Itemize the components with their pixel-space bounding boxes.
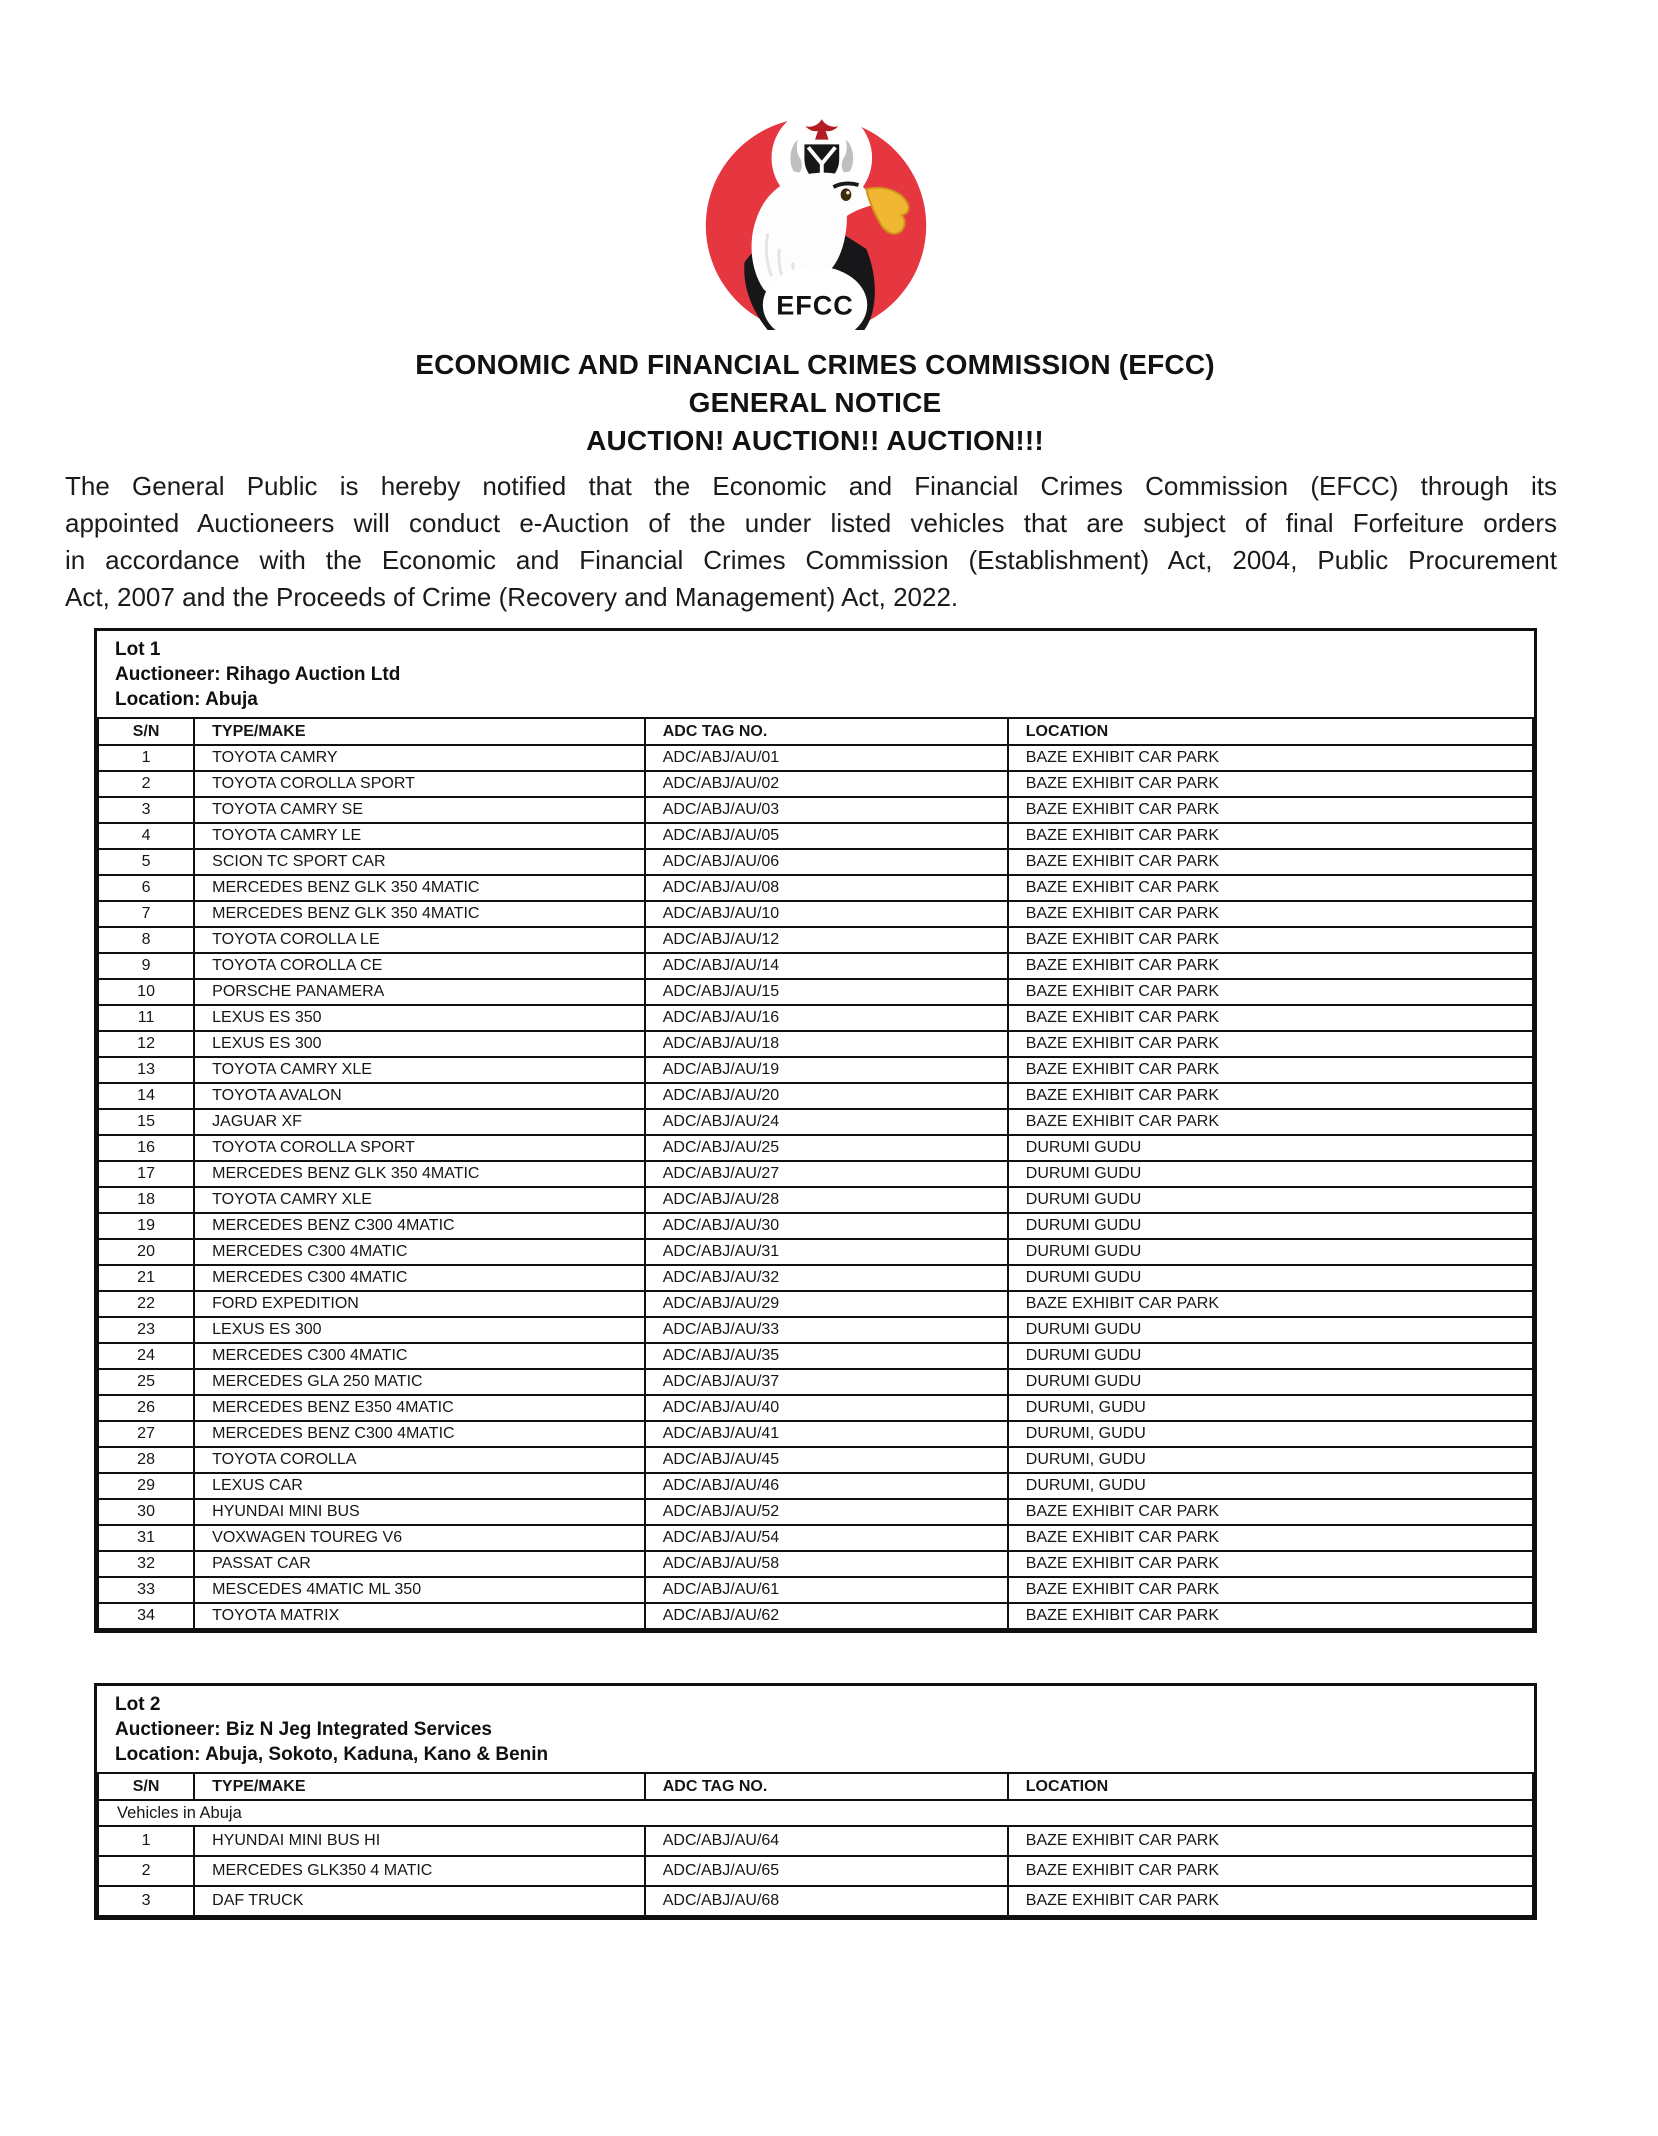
table-row	[98, 1187, 1533, 1213]
sn-cell: 3	[98, 797, 194, 823]
sn-cell: 31	[98, 1525, 194, 1551]
sn-cell: 19	[98, 1213, 194, 1239]
efcc-eagle-emblem	[700, 88, 932, 342]
column-header-adc-tag: ADC TAG NO.	[645, 718, 1008, 745]
table-row	[98, 1057, 1533, 1083]
table-row	[98, 1603, 1533, 1629]
adc-tag-cell: ADC/ABJ/AU/10	[645, 901, 1008, 927]
column-header-sn: S/N	[98, 718, 194, 745]
type-make-cell: TOYOTA COROLLA	[194, 1447, 645, 1473]
type-make-cell: LEXUS CAR	[194, 1473, 645, 1499]
location-cell: DURUMI GUDU	[1008, 1187, 1533, 1213]
lot-auctioneer: Auctioneer: Rihago Auction Ltd	[115, 664, 401, 685]
location-cell: DURUMI, GUDU	[1008, 1473, 1533, 1499]
location-cell: BAZE EXHIBIT CAR PARK	[1008, 1886, 1533, 1916]
location-cell: BAZE EXHIBIT CAR PARK	[1008, 901, 1533, 927]
type-make-cell: TOYOTA MATRIX	[194, 1603, 645, 1629]
sn-cell: 27	[98, 1421, 194, 1447]
type-make-cell: TOYOTA CAMRY XLE	[194, 1057, 645, 1083]
type-make-cell: TOYOTA CAMRY LE	[194, 823, 645, 849]
auction-title: AUCTION! AUCTION!! AUCTION!!!	[586, 425, 1044, 456]
type-make-cell: MESCEDES 4MATIC ML 350	[194, 1577, 645, 1603]
sn-cell: 12	[98, 1031, 194, 1057]
adc-tag-cell: ADC/ABJ/AU/08	[645, 875, 1008, 901]
adc-tag-cell: ADC/ABJ/AU/28	[645, 1187, 1008, 1213]
table-row	[98, 1291, 1533, 1317]
adc-tag-cell: ADC/ABJ/AU/61	[645, 1577, 1008, 1603]
location-cell: DURUMI, GUDU	[1008, 1447, 1533, 1473]
type-make-cell: MERCEDES BENZ GLK 350 4MATIC	[194, 901, 645, 927]
table-row	[98, 953, 1533, 979]
table-row	[98, 1239, 1533, 1265]
location-cell: BAZE EXHIBIT CAR PARK	[1008, 849, 1533, 875]
adc-tag-cell: ADC/ABJ/AU/03	[645, 797, 1008, 823]
sn-cell: 16	[98, 1135, 194, 1161]
general-notice-title: GENERAL NOTICE	[688, 387, 942, 418]
location-cell: BAZE EXHIBIT CAR PARK	[1008, 1057, 1533, 1083]
type-make-cell: MERCEDES C300 4MATIC	[194, 1265, 645, 1291]
sn-cell: 2	[98, 771, 194, 797]
sn-cell: 30	[98, 1499, 194, 1525]
sn-cell: 24	[98, 1343, 194, 1369]
table-row	[98, 1421, 1533, 1447]
adc-tag-cell: ADC/ABJ/AU/24	[645, 1109, 1008, 1135]
location-cell: BAZE EXHIBIT CAR PARK	[1008, 1525, 1533, 1551]
location-cell: BAZE EXHIBIT CAR PARK	[1008, 745, 1533, 771]
type-make-cell: MERCEDES BENZ GLK 350 4MATIC	[194, 1161, 645, 1187]
type-make-cell: TOYOTA CAMRY SE	[194, 797, 645, 823]
table-row	[98, 1886, 1533, 1916]
lot-1-header	[97, 631, 1534, 717]
adc-tag-cell: ADC/ABJ/AU/29	[645, 1291, 1008, 1317]
location-cell: DURUMI GUDU	[1008, 1265, 1533, 1291]
lot-1-section	[94, 628, 1537, 1633]
intro-line-4: Act, 2007 and the Proceeds of Crime (Recovery and Management) Act, 2022.	[65, 582, 959, 612]
sn-cell: 26	[98, 1395, 194, 1421]
type-make-cell: DAF TRUCK	[194, 1886, 645, 1916]
adc-tag-cell: ADC/ABJ/AU/31	[645, 1239, 1008, 1265]
location-cell: BAZE EXHIBIT CAR PARK	[1008, 927, 1533, 953]
type-make-cell: HYUNDAI MINI BUS	[194, 1499, 645, 1525]
lot-2-header	[97, 1686, 1534, 1772]
notice-page	[0, 88, 1658, 2136]
lot-title: Lot 1	[115, 639, 161, 660]
type-make-cell: PORSCHE PANAMERA	[194, 979, 645, 1005]
type-make-cell: TOYOTA COROLLA LE	[194, 927, 645, 953]
location-cell: BAZE EXHIBIT CAR PARK	[1008, 1603, 1533, 1629]
adc-tag-cell: ADC/ABJ/AU/15	[645, 979, 1008, 1005]
location-cell: BAZE EXHIBIT CAR PARK	[1008, 823, 1533, 849]
type-make-cell: TOYOTA COROLLA CE	[194, 953, 645, 979]
adc-tag-cell: ADC/ABJ/AU/52	[645, 1499, 1008, 1525]
type-make-cell: MERCEDES GLK350 4 MATIC	[194, 1856, 645, 1886]
table-row	[98, 771, 1533, 797]
table-row	[98, 1135, 1533, 1161]
location-cell: DURUMI GUDU	[1008, 1369, 1533, 1395]
lot-location: Location: Abuja	[115, 689, 258, 710]
sn-cell: 9	[98, 953, 194, 979]
location-cell: DURUMI GUDU	[1008, 1317, 1533, 1343]
sn-cell: 17	[98, 1161, 194, 1187]
sn-cell: 15	[98, 1109, 194, 1135]
lot-location: Location: Abuja, Sokoto, Kaduna, Kano & Benin	[115, 1744, 549, 1765]
adc-tag-cell: ADC/ABJ/AU/40	[645, 1395, 1008, 1421]
adc-tag-cell: ADC/ABJ/AU/58	[645, 1551, 1008, 1577]
type-make-cell: LEXUS ES 300	[194, 1317, 645, 1343]
adc-tag-cell: ADC/ABJ/AU/41	[645, 1421, 1008, 1447]
table-row	[98, 1856, 1533, 1886]
location-cell: BAZE EXHIBIT CAR PARK	[1008, 771, 1533, 797]
sn-cell: 4	[98, 823, 194, 849]
adc-tag-cell: ADC/ABJ/AU/46	[645, 1473, 1008, 1499]
adc-tag-cell: ADC/ABJ/AU/27	[645, 1161, 1008, 1187]
sn-cell: 21	[98, 1265, 194, 1291]
location-cell: BAZE EXHIBIT CAR PARK	[1008, 1083, 1533, 1109]
column-header-location: LOCATION	[1008, 718, 1533, 745]
sn-cell: 29	[98, 1473, 194, 1499]
table-row	[98, 1265, 1533, 1291]
header-titles	[65, 346, 1565, 460]
sn-cell: 22	[98, 1291, 194, 1317]
table-row	[98, 1473, 1533, 1499]
table-row	[98, 797, 1533, 823]
table-row	[98, 1161, 1533, 1187]
adc-tag-cell: ADC/ABJ/AU/02	[645, 771, 1008, 797]
lot-2-section	[94, 1683, 1537, 1920]
type-make-cell: HYUNDAI MINI BUS HI	[194, 1826, 645, 1856]
adc-tag-cell: ADC/ABJ/AU/25	[645, 1135, 1008, 1161]
intro-line-3: in accordance with the Economic and Financial Crimes Commission (Establishment) Act, 2004, Public Procurement	[65, 545, 1557, 575]
type-make-cell: MERCEDES GLA 250 MATIC	[194, 1369, 645, 1395]
efcc-logo-text: EFCC	[776, 290, 854, 321]
table-row	[98, 823, 1533, 849]
lot-1-vehicles-table	[97, 717, 1534, 1630]
table-row	[98, 875, 1533, 901]
table-row	[98, 1317, 1533, 1343]
location-cell: BAZE EXHIBIT CAR PARK	[1008, 1291, 1533, 1317]
type-make-cell: MERCEDES C300 4MATIC	[194, 1239, 645, 1265]
adc-tag-cell: ADC/ABJ/AU/14	[645, 953, 1008, 979]
type-make-cell: LEXUS ES 350	[194, 1005, 645, 1031]
location-cell: DURUMI GUDU	[1008, 1213, 1533, 1239]
type-make-cell: MERCEDES BENZ C300 4MATIC	[194, 1421, 645, 1447]
table-row	[98, 979, 1533, 1005]
table-header-row	[98, 718, 1533, 745]
location-cell: BAZE EXHIBIT CAR PARK	[1008, 1005, 1533, 1031]
adc-tag-cell: ADC/ABJ/AU/12	[645, 927, 1008, 953]
location-cell: BAZE EXHIBIT CAR PARK	[1008, 797, 1533, 823]
sn-cell: 20	[98, 1239, 194, 1265]
section-label: Vehicles in Abuja	[98, 1800, 1533, 1826]
table-row	[98, 745, 1533, 771]
table-header-row	[98, 1773, 1533, 1800]
sn-cell: 10	[98, 979, 194, 1005]
adc-tag-cell: ADC/ABJ/AU/54	[645, 1525, 1008, 1551]
adc-tag-cell: ADC/ABJ/AU/64	[645, 1826, 1008, 1856]
type-make-cell: TOYOTA CAMRY	[194, 745, 645, 771]
type-make-cell: JAGUAR XF	[194, 1109, 645, 1135]
column-header-sn: S/N	[98, 1773, 194, 1800]
sn-cell: 3	[98, 1886, 194, 1916]
location-cell: BAZE EXHIBIT CAR PARK	[1008, 979, 1533, 1005]
type-make-cell: LEXUS ES 300	[194, 1031, 645, 1057]
table-row	[98, 1369, 1533, 1395]
column-header-type-make: TYPE/MAKE	[194, 718, 645, 745]
adc-tag-cell: ADC/ABJ/AU/32	[645, 1265, 1008, 1291]
table-row	[98, 1083, 1533, 1109]
adc-tag-cell: ADC/ABJ/AU/33	[645, 1317, 1008, 1343]
location-cell: BAZE EXHIBIT CAR PARK	[1008, 1031, 1533, 1057]
table-row	[98, 849, 1533, 875]
sn-cell: 25	[98, 1369, 194, 1395]
location-cell: DURUMI GUDU	[1008, 1239, 1533, 1265]
sn-cell: 13	[98, 1057, 194, 1083]
type-make-cell: MERCEDES BENZ GLK 350 4MATIC	[194, 875, 645, 901]
location-cell: DURUMI GUDU	[1008, 1161, 1533, 1187]
type-make-cell: PASSAT CAR	[194, 1551, 645, 1577]
efcc-logo	[700, 88, 932, 342]
adc-tag-cell: ADC/ABJ/AU/20	[645, 1083, 1008, 1109]
location-cell: DURUMI GUDU	[1008, 1135, 1533, 1161]
type-make-cell: MERCEDES BENZ E350 4MATIC	[194, 1395, 645, 1421]
adc-tag-cell: ADC/ABJ/AU/16	[645, 1005, 1008, 1031]
location-cell: BAZE EXHIBIT CAR PARK	[1008, 953, 1533, 979]
type-make-cell: TOYOTA COROLLA SPORT	[194, 1135, 645, 1161]
lot-2-vehicles-table	[97, 1772, 1534, 1917]
adc-tag-cell: ADC/ABJ/AU/68	[645, 1886, 1008, 1916]
sn-cell: 6	[98, 875, 194, 901]
table-section-row	[98, 1800, 1533, 1826]
table-row	[98, 1499, 1533, 1525]
sn-cell: 23	[98, 1317, 194, 1343]
table-row	[98, 901, 1533, 927]
location-cell: BAZE EXHIBIT CAR PARK	[1008, 1856, 1533, 1886]
table-row	[98, 1109, 1533, 1135]
location-cell: DURUMI, GUDU	[1008, 1395, 1533, 1421]
type-make-cell: TOYOTA CAMRY XLE	[194, 1187, 645, 1213]
location-cell: DURUMI GUDU	[1008, 1343, 1533, 1369]
location-cell: BAZE EXHIBIT CAR PARK	[1008, 1499, 1533, 1525]
type-make-cell: MERCEDES C300 4MATIC	[194, 1343, 645, 1369]
adc-tag-cell: ADC/ABJ/AU/35	[645, 1343, 1008, 1369]
location-cell: BAZE EXHIBIT CAR PARK	[1008, 1577, 1533, 1603]
adc-tag-cell: ADC/ABJ/AU/45	[645, 1447, 1008, 1473]
adc-tag-cell: ADC/ABJ/AU/62	[645, 1603, 1008, 1629]
intro-line-2: appointed Auctioneers will conduct e-Auction of the under listed vehicles that are subject of final Forfeiture orders	[65, 508, 1557, 538]
sn-cell: 5	[98, 849, 194, 875]
location-cell: BAZE EXHIBIT CAR PARK	[1008, 1826, 1533, 1856]
type-make-cell: SCION TC SPORT CAR	[194, 849, 645, 875]
adc-tag-cell: ADC/ABJ/AU/65	[645, 1856, 1008, 1886]
adc-tag-cell: ADC/ABJ/AU/30	[645, 1213, 1008, 1239]
lot-auctioneer: Auctioneer: Biz N Jeg Integrated Services	[115, 1719, 492, 1740]
adc-tag-cell: ADC/ABJ/AU/18	[645, 1031, 1008, 1057]
column-header-type-make: TYPE/MAKE	[194, 1773, 645, 1800]
location-cell: BAZE EXHIBIT CAR PARK	[1008, 875, 1533, 901]
table-row	[98, 927, 1533, 953]
table-row	[98, 1826, 1533, 1856]
sn-cell: 1	[98, 745, 194, 771]
location-cell: BAZE EXHIBIT CAR PARK	[1008, 1551, 1533, 1577]
sn-cell: 14	[98, 1083, 194, 1109]
table-row	[98, 1031, 1533, 1057]
sn-cell: 8	[98, 927, 194, 953]
adc-tag-cell: ADC/ABJ/AU/01	[645, 745, 1008, 771]
location-cell: BAZE EXHIBIT CAR PARK	[1008, 1109, 1533, 1135]
table-row	[98, 1551, 1533, 1577]
lot-title: Lot 2	[115, 1694, 161, 1715]
sn-cell: 34	[98, 1603, 194, 1629]
type-make-cell: VOXWAGEN TOUREG V6	[194, 1525, 645, 1551]
type-make-cell: TOYOTA AVALON	[194, 1083, 645, 1109]
table-row	[98, 1343, 1533, 1369]
table-row	[98, 1577, 1533, 1603]
table-row	[98, 1447, 1533, 1473]
table-row	[98, 1525, 1533, 1551]
column-header-location: LOCATION	[1008, 1773, 1533, 1800]
type-make-cell: MERCEDES BENZ C300 4MATIC	[194, 1213, 645, 1239]
sn-cell: 2	[98, 1856, 194, 1886]
intro-paragraph	[65, 468, 1557, 616]
adc-tag-cell: ADC/ABJ/AU/05	[645, 823, 1008, 849]
sn-cell: 32	[98, 1551, 194, 1577]
column-header-adc-tag: ADC TAG NO.	[645, 1773, 1008, 1800]
adc-tag-cell: ADC/ABJ/AU/06	[645, 849, 1008, 875]
adc-tag-cell: ADC/ABJ/AU/19	[645, 1057, 1008, 1083]
type-make-cell: TOYOTA COROLLA SPORT	[194, 771, 645, 797]
location-cell: DURUMI, GUDU	[1008, 1421, 1533, 1447]
table-row	[98, 1395, 1533, 1421]
sn-cell: 28	[98, 1447, 194, 1473]
type-make-cell: FORD EXPEDITION	[194, 1291, 645, 1317]
sn-cell: 18	[98, 1187, 194, 1213]
table-row	[98, 1005, 1533, 1031]
table-row	[98, 1213, 1533, 1239]
sn-cell: 1	[98, 1826, 194, 1856]
sn-cell: 33	[98, 1577, 194, 1603]
sn-cell: 11	[98, 1005, 194, 1031]
adc-tag-cell: ADC/ABJ/AU/37	[645, 1369, 1008, 1395]
sn-cell: 7	[98, 901, 194, 927]
intro-line-1: The General Public is hereby notified that the Economic and Financial Crimes Commission (EFCC) through its	[65, 471, 1557, 501]
page-title: ECONOMIC AND FINANCIAL CRIMES COMMISSION (EFCC)	[415, 349, 1215, 380]
